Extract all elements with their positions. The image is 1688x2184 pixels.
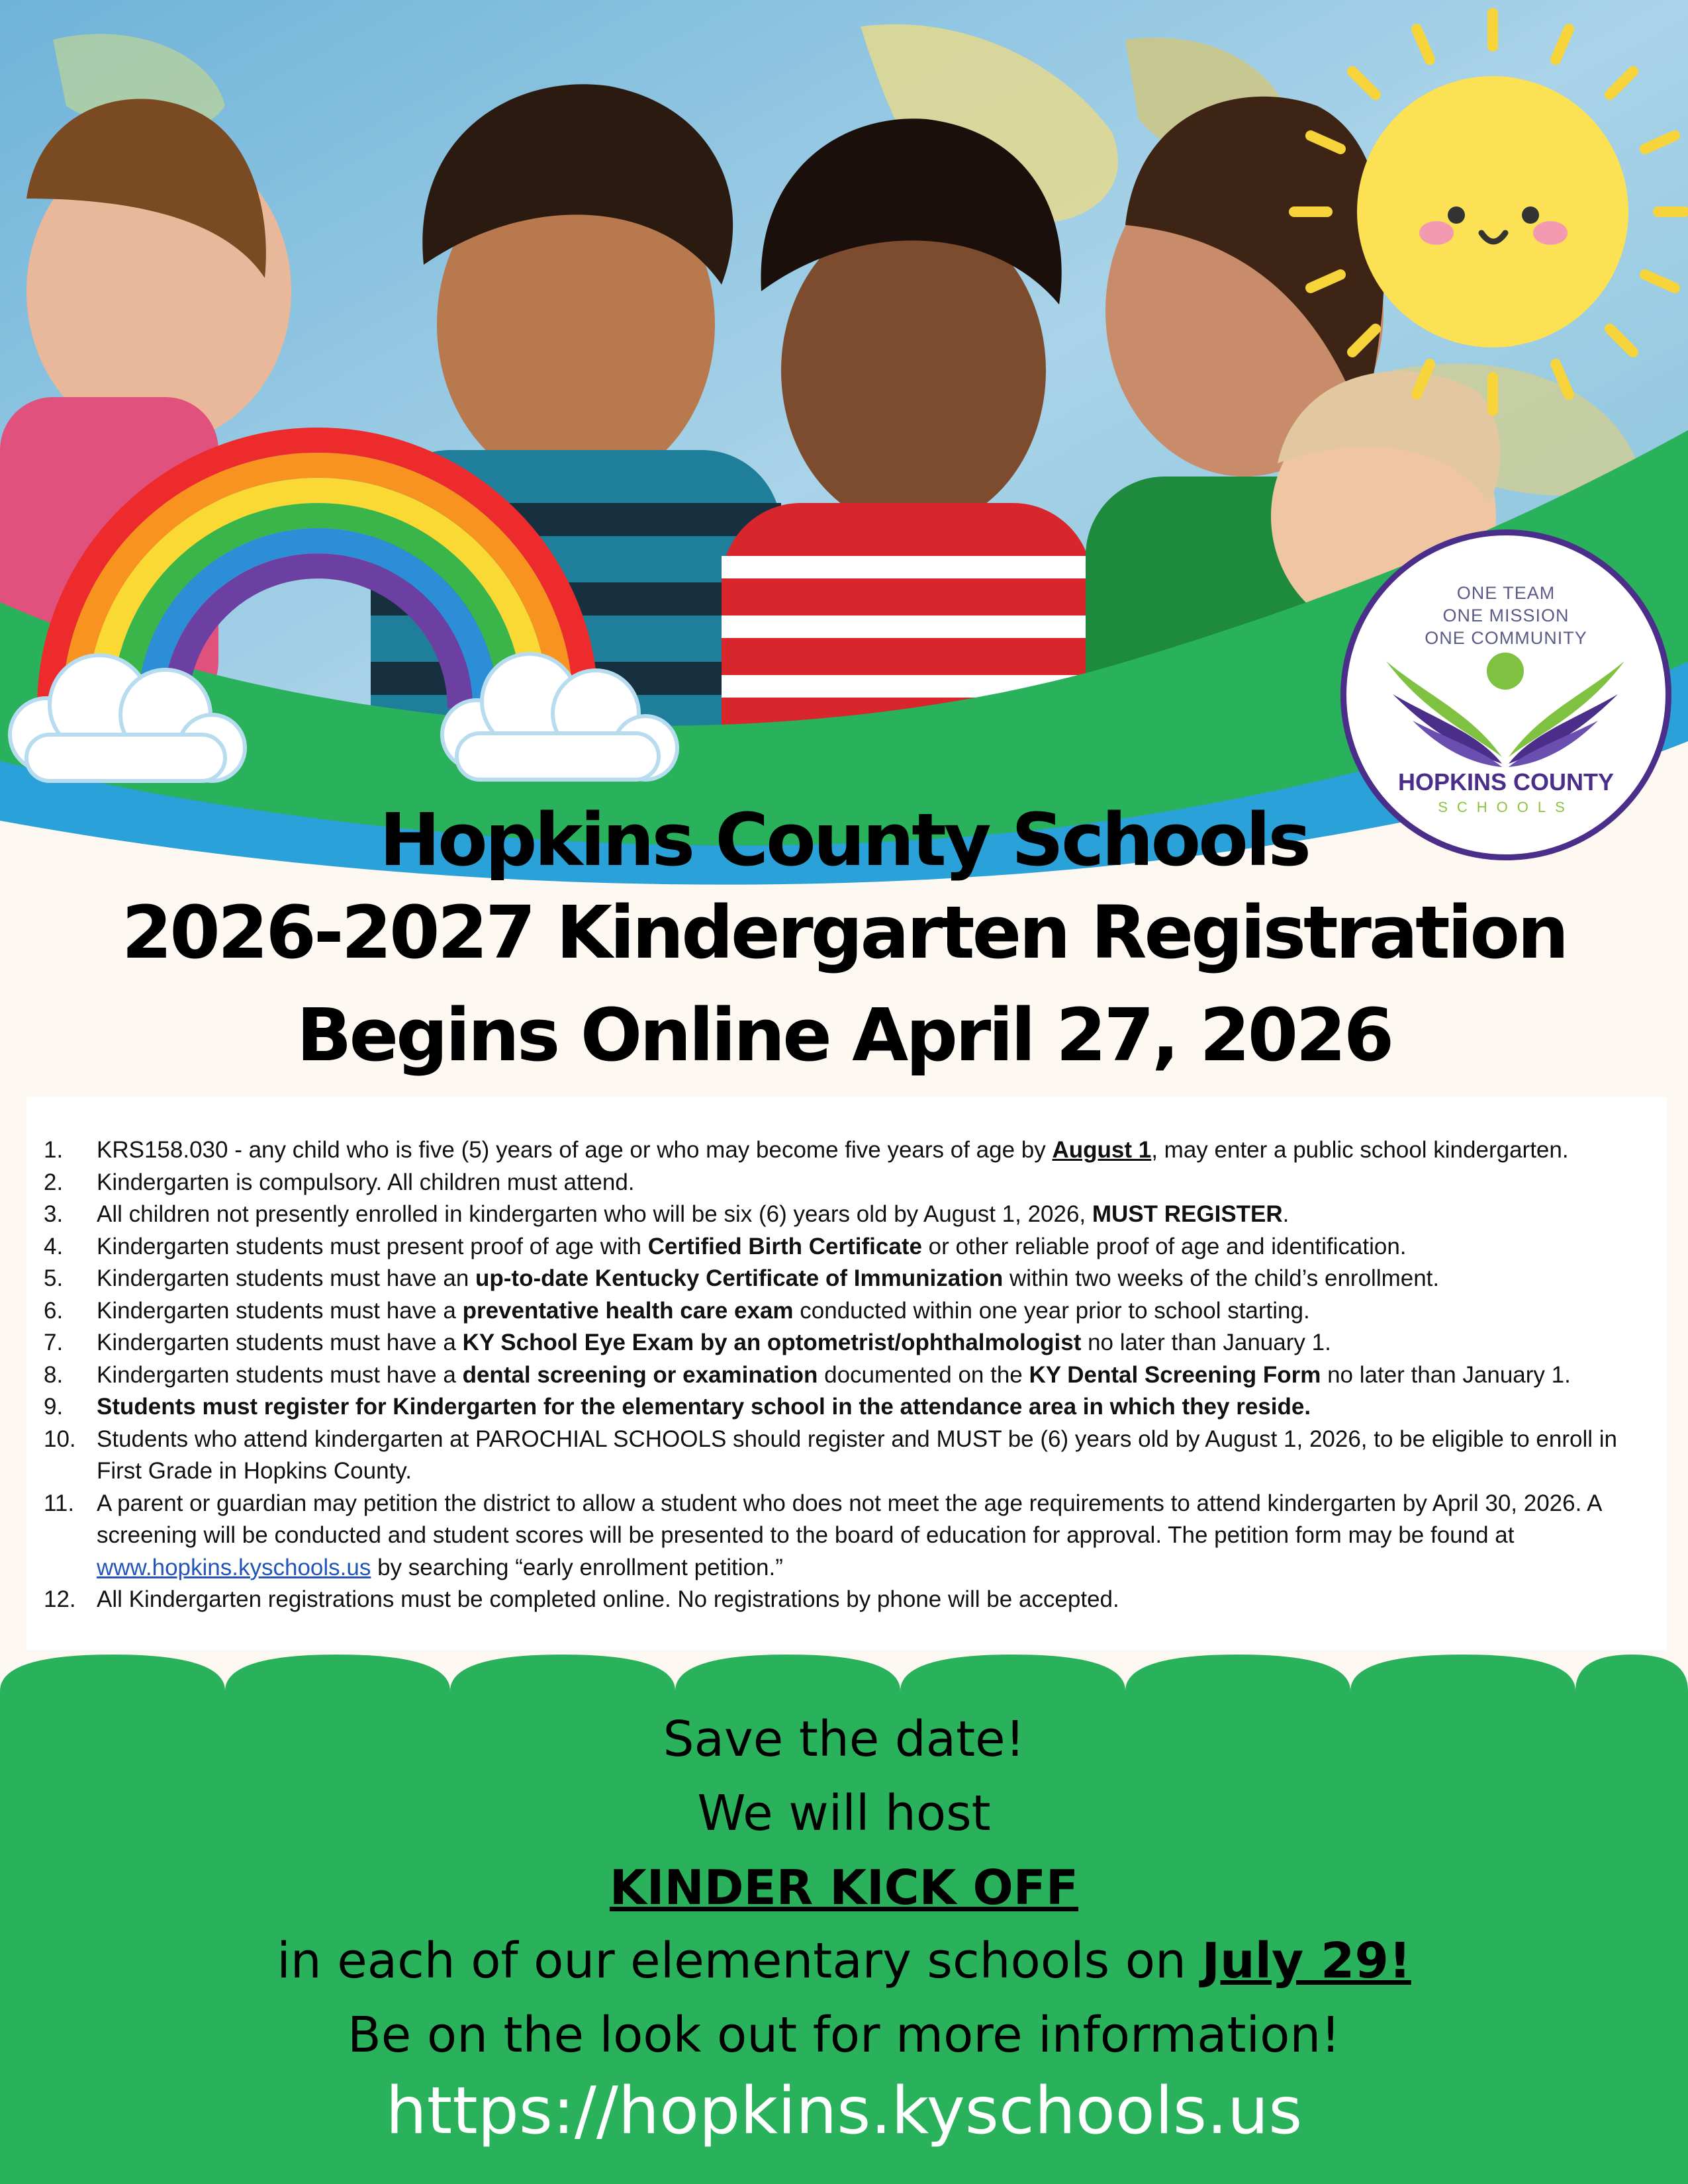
requirement-text: Kindergarten students must have a <box>97 1361 463 1388</box>
kinder-kick-off-heading: KINDER KICK OFF <box>609 1860 1079 1915</box>
requirement-number: 10. <box>44 1426 76 1452</box>
we-will-host-text: We will host <box>697 1785 991 1842</box>
requirement-item-4 <box>26 1231 1667 1263</box>
more-info-text: Be on the look out for more information! <box>348 2007 1340 2064</box>
requirement-number: 5. <box>44 1265 64 1291</box>
requirement-text: Students who attend kindergarten at PAROCHIAL SCHOOLS should register and MUST be (6) years old by August 1, 2026, to be eligible to enroll in First Grade in Hopkins County. <box>97 1426 1617 1484</box>
requirement-emphasis: KY School Eye Exam by an optometrist/ophthalmologist <box>462 1330 1082 1355</box>
requirements-panel <box>26 1097 1667 1650</box>
requirement-emphasis: August 1 <box>1052 1137 1152 1163</box>
requirement-text: , may enter a public school kindergarten. <box>1151 1137 1569 1163</box>
requirement-text: by searching “early enrollment petition.” <box>371 1554 783 1580</box>
requirement-text: no later than January 1. <box>1321 1361 1571 1388</box>
requirement-text: Kindergarten students must present proof of age with <box>97 1233 648 1259</box>
requirement-item-7 <box>26 1327 1667 1359</box>
requirement-emphasis: up-to-date Kentucky Certificate of Immunization <box>475 1265 1004 1291</box>
requirement-number: 8. <box>44 1361 64 1388</box>
requirement-item-11 <box>26 1488 1667 1584</box>
requirement-text: Kindergarten students must have an <box>97 1265 476 1291</box>
title-line-3: Begins Online April 27, 2026 <box>296 993 1392 1077</box>
requirement-item-5 <box>26 1263 1667 1295</box>
logo-tagline-3: ONE COMMUNITY <box>1425 628 1587 648</box>
requirement-text: documented on the <box>818 1361 1029 1388</box>
title-line-1: Hopkins County Schools <box>379 797 1309 882</box>
district-url-link[interactable]: https://hopkins.kyschools.us <box>385 2073 1303 2149</box>
save-the-date-text: Save the date! <box>663 1711 1025 1768</box>
requirement-item-2 <box>26 1167 1667 1199</box>
requirement-number: 3. <box>44 1201 64 1227</box>
requirement-emphasis: dental screening or examination <box>462 1361 818 1388</box>
requirement-text: . <box>1282 1201 1289 1227</box>
requirement-text: Kindergarten is compulsory. All children must attend. <box>97 1169 635 1195</box>
requirement-text: All Kindergarten registrations must be completed online. No registrations by phone will be accepted. <box>97 1586 1119 1612</box>
logo-figure-icon <box>1373 635 1638 767</box>
requirement-emphasis: KY Dental Screening Form <box>1029 1361 1321 1388</box>
requirement-text: no later than January 1. <box>1081 1330 1331 1355</box>
requirement-emphasis: preventative health care exam <box>462 1297 794 1324</box>
requirement-text: KRS158.030 - any child who is five (5) years of age or who may become five years of age by <box>97 1137 1053 1163</box>
requirement-number: 9. <box>44 1394 64 1420</box>
requirement-text: within two weeks of the child’s enrollment. <box>1003 1265 1440 1291</box>
requirement-item-8 <box>26 1359 1667 1392</box>
requirement-emphasis: Students must register for Kindergarten for the elementary school in the attendance area in which they reside. <box>97 1394 1311 1420</box>
logo-name: HOPKINS COUNTY <box>1397 768 1615 796</box>
requirement-emphasis: MUST REGISTER <box>1092 1201 1283 1227</box>
requirement-text: All children not presently enrolled in kindergarten who will be six (6) years old by August 1, 2026, <box>97 1201 1092 1227</box>
requirement-number: 6. <box>44 1297 64 1324</box>
requirement-number: 4. <box>44 1233 64 1259</box>
requirement-number: 7. <box>44 1330 64 1355</box>
district-website-link[interactable]: www.hopkins.kyschools.us <box>97 1554 371 1580</box>
requirement-item-10 <box>26 1424 1667 1488</box>
requirement-text: or other reliable proof of age and identification. <box>921 1233 1407 1259</box>
event-date: July 29! <box>1201 1933 1411 1989</box>
logo-tagline-1: ONE TEAM <box>1456 583 1556 603</box>
requirement-number: 1. <box>44 1137 64 1163</box>
hero-banner <box>0 0 1688 913</box>
requirement-item-1 <box>26 1134 1667 1167</box>
event-date-text: in each of our elementary schools on <box>277 1933 1202 1989</box>
requirement-item-9 <box>26 1391 1667 1424</box>
requirement-item-3 <box>26 1199 1667 1231</box>
event-date-line <box>0 1933 1688 1989</box>
requirement-text: Kindergarten students must have a <box>97 1330 463 1355</box>
requirement-number: 12. <box>44 1586 76 1612</box>
requirement-item-12 <box>26 1584 1667 1616</box>
logo-subtitle: SCHOOLS <box>1438 799 1574 815</box>
requirement-emphasis: Certified Birth Certificate <box>647 1233 922 1259</box>
requirement-item-6 <box>26 1295 1667 1328</box>
logo-tagline-2: ONE MISSION <box>1442 606 1570 625</box>
requirements-list <box>26 1134 1667 1616</box>
requirement-text: conducted within one year prior to school starting. <box>793 1297 1310 1324</box>
requirement-number: 11. <box>44 1490 75 1516</box>
requirement-number: 2. <box>44 1169 64 1195</box>
requirement-text: A parent or guardian may petition the district to allow a student who does not meet the age requirements to attend kindergarten by April 30, 2026. A screening will be conducted and student scores will be presented to the board of education for approval. The petition form may be found at <box>97 1490 1601 1548</box>
title-line-2: 2026-2027 Kindergarten Registration <box>121 890 1567 975</box>
requirement-text: Kindergarten students must have a <box>97 1297 463 1324</box>
